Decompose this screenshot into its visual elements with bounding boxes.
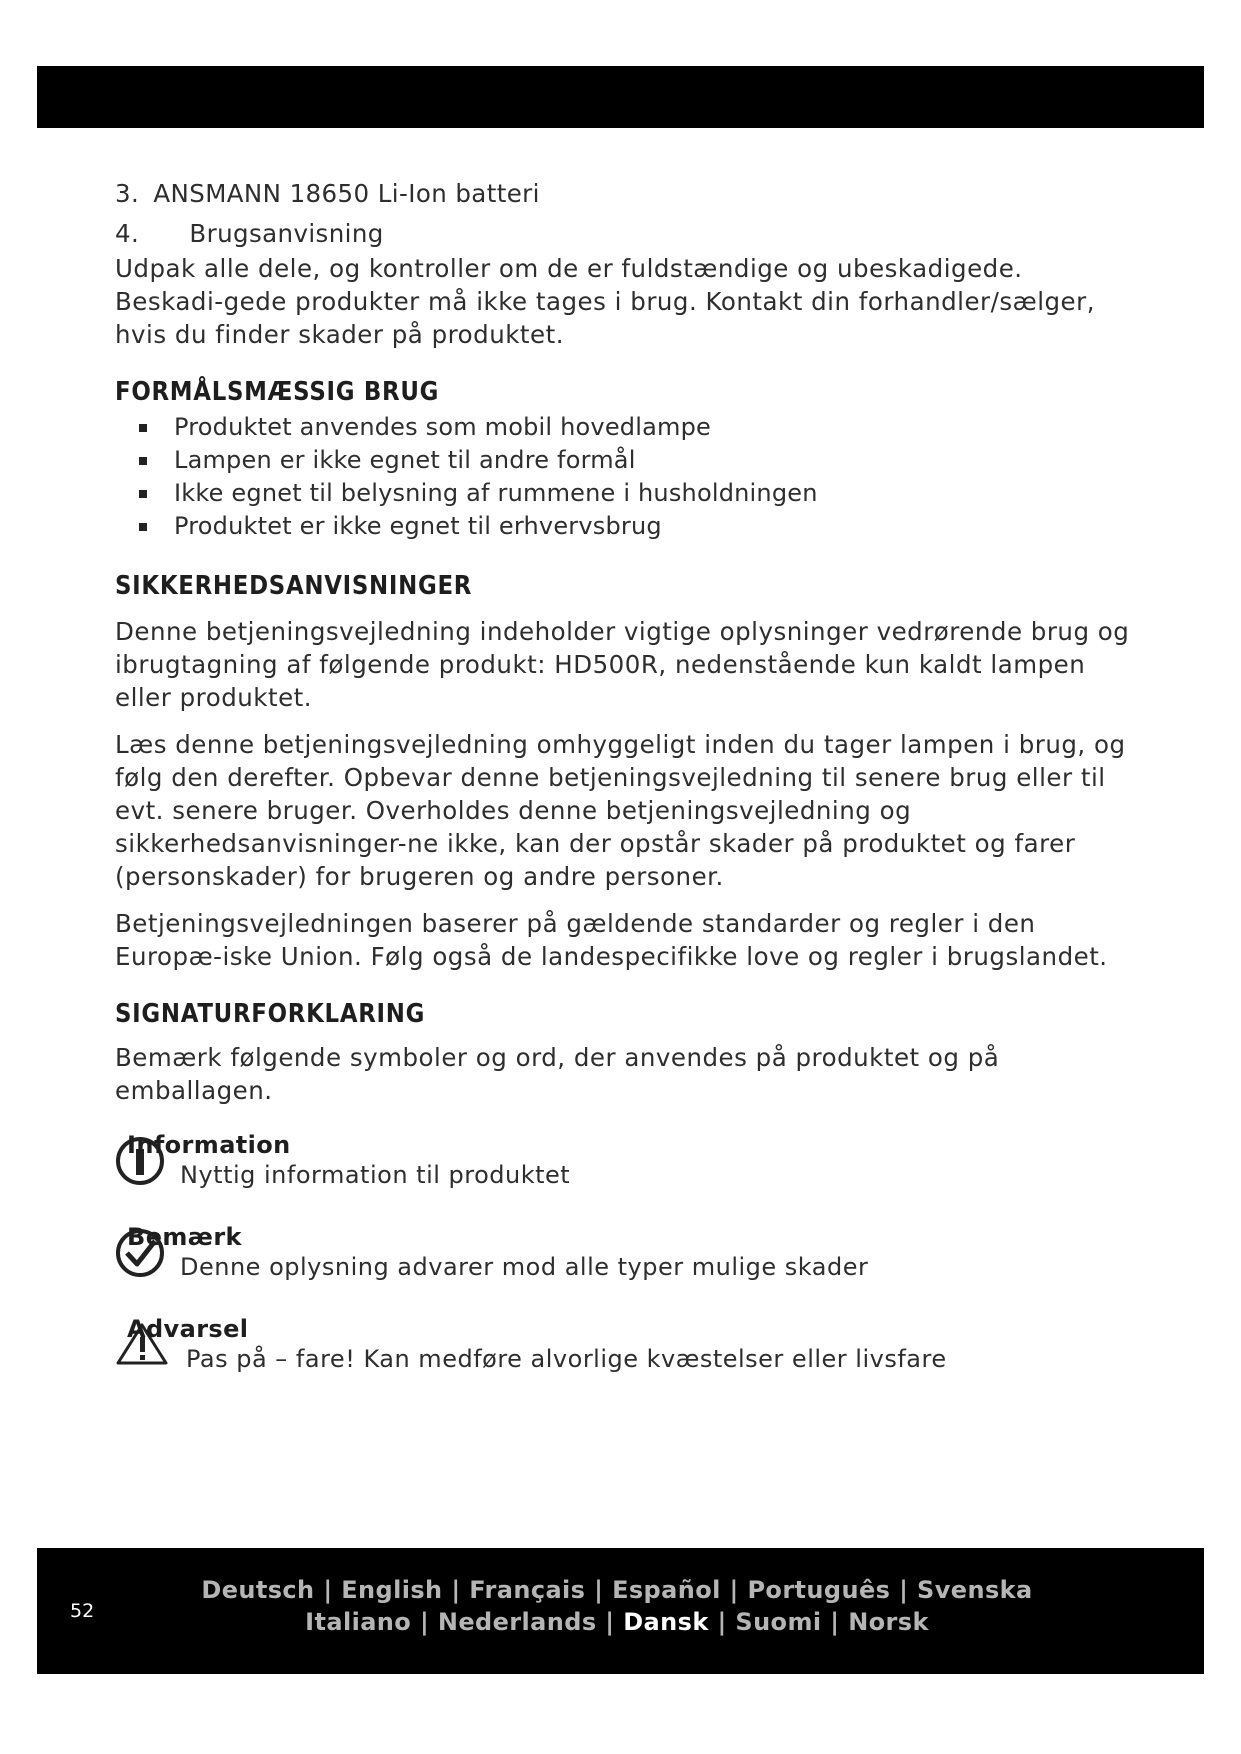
legend-intro: Bemærk følgende symboler og ord, der anvendes på produktet og på emballagen.: [115, 1043, 1000, 1105]
symbol-description: Nyttig information til produktet: [180, 1161, 571, 1189]
safety-paragraph-3: Betjeningsvejledningen baserer på gældende standarder og regler i den Europæ-iske Union. Følg også de landespecifikke love og regler i brugslandet.: [115, 909, 1108, 971]
symbol-warning: [115, 1315, 1135, 1379]
separator: |: [830, 1608, 840, 1636]
symbol-note: [115, 1223, 1135, 1287]
unpack-paragraph: Udpak alle dele, og kontroller om de er fuldstændige og ubeskadigede. Beskadi-gede produkter må ikke tages i brug. Kontakt din forhandler/sælger, hvis du finder skader på produktet.: [115, 254, 1095, 349]
list-item: Lampen er ikke egnet til andre formål: [115, 444, 1135, 477]
separator: |: [717, 1608, 727, 1636]
separator: |: [729, 1576, 739, 1604]
language-link-suomi[interactable]: Suomi: [735, 1608, 822, 1636]
intended-use-list: [115, 411, 1135, 543]
language-link-norsk[interactable]: Norsk: [848, 1608, 929, 1636]
separator: |: [451, 1576, 461, 1604]
language-link-deutsch[interactable]: Deutsch: [201, 1576, 315, 1604]
list-item: Produktet er ikke egnet til erhvervsbrug: [115, 510, 1135, 543]
item-number: 3.: [115, 179, 140, 208]
language-nav-row-1: [167, 1576, 1067, 1604]
page-content: [115, 178, 1135, 1379]
symbol-information: [115, 1131, 1135, 1195]
footer-bar: [37, 1548, 1204, 1674]
separator: |: [594, 1576, 604, 1604]
list-item: Produktet anvendes som mobil hovedlampe: [115, 411, 1135, 444]
language-link-espanol[interactable]: Español: [612, 1576, 721, 1604]
separator: |: [323, 1576, 333, 1604]
symbol-title: Advarsel: [127, 1315, 249, 1343]
language-nav-row-2: [167, 1608, 1067, 1636]
symbol-description: Denne oplysning advarer mod alle typer mulige skader: [180, 1253, 869, 1281]
separator: |: [419, 1608, 430, 1636]
contents-item-3: [115, 178, 1135, 210]
section-heading-legend: SIGNATURFORKLARING: [115, 999, 426, 1029]
section-heading-intended-use: FORMÅLSMÆSSIG BRUG: [115, 377, 440, 407]
separator: |: [605, 1608, 615, 1636]
header-bar: [37, 66, 1204, 128]
language-link-english[interactable]: English: [341, 1576, 443, 1604]
language-link-svenska[interactable]: Svenska: [917, 1576, 1033, 1604]
item-text: ANSMANN 18650 Li-Ion batteri: [153, 179, 540, 208]
symbol-title: Bemærk: [127, 1223, 242, 1251]
safety-paragraph-1: Denne betjeningsvejledning indeholder vigtige oplysninger vedrørende brug og ibrugtagning af følgende produkt: HD500R, nedenstående kun kaldt lampen eller produktet.: [115, 617, 1130, 712]
safety-paragraph-2: Læs denne betjeningsvejledning omhyggeligt inden du tager lampen i brug, og følg den derefter. Opbevar denne betjeningsvejledning til senere brug eller til evt. senere bruger. Overholdes denne betjeningsvejledning og sikkerhedsanvisninger-ne ikke, kan der opstår skader på produktet og farer (personskader) for brugeren og andre personer.: [115, 730, 1126, 891]
language-link-italiano[interactable]: Italiano: [305, 1608, 412, 1636]
symbol-description: Pas på – fare! Kan medføre alvorlige kvæstelser eller livsfare: [186, 1345, 947, 1373]
item-text: Brugsanvisning: [189, 219, 384, 248]
page-number: 52: [70, 1600, 95, 1622]
language-link-nederlands[interactable]: Nederlands: [437, 1608, 597, 1636]
language-link-francais[interactable]: Français: [469, 1576, 586, 1604]
language-link-dansk-active[interactable]: Dansk: [623, 1608, 709, 1636]
separator: |: [899, 1576, 909, 1604]
section-heading-safety: SIKKERHEDSANVISNINGER: [115, 571, 473, 601]
item-number: 4.: [115, 219, 140, 248]
language-link-portugues[interactable]: Português: [747, 1576, 891, 1604]
contents-item-4: [115, 218, 1135, 250]
list-item: Ikke egnet til belysning af rummene i husholdningen: [115, 477, 1135, 510]
symbol-title: Information: [127, 1131, 291, 1159]
